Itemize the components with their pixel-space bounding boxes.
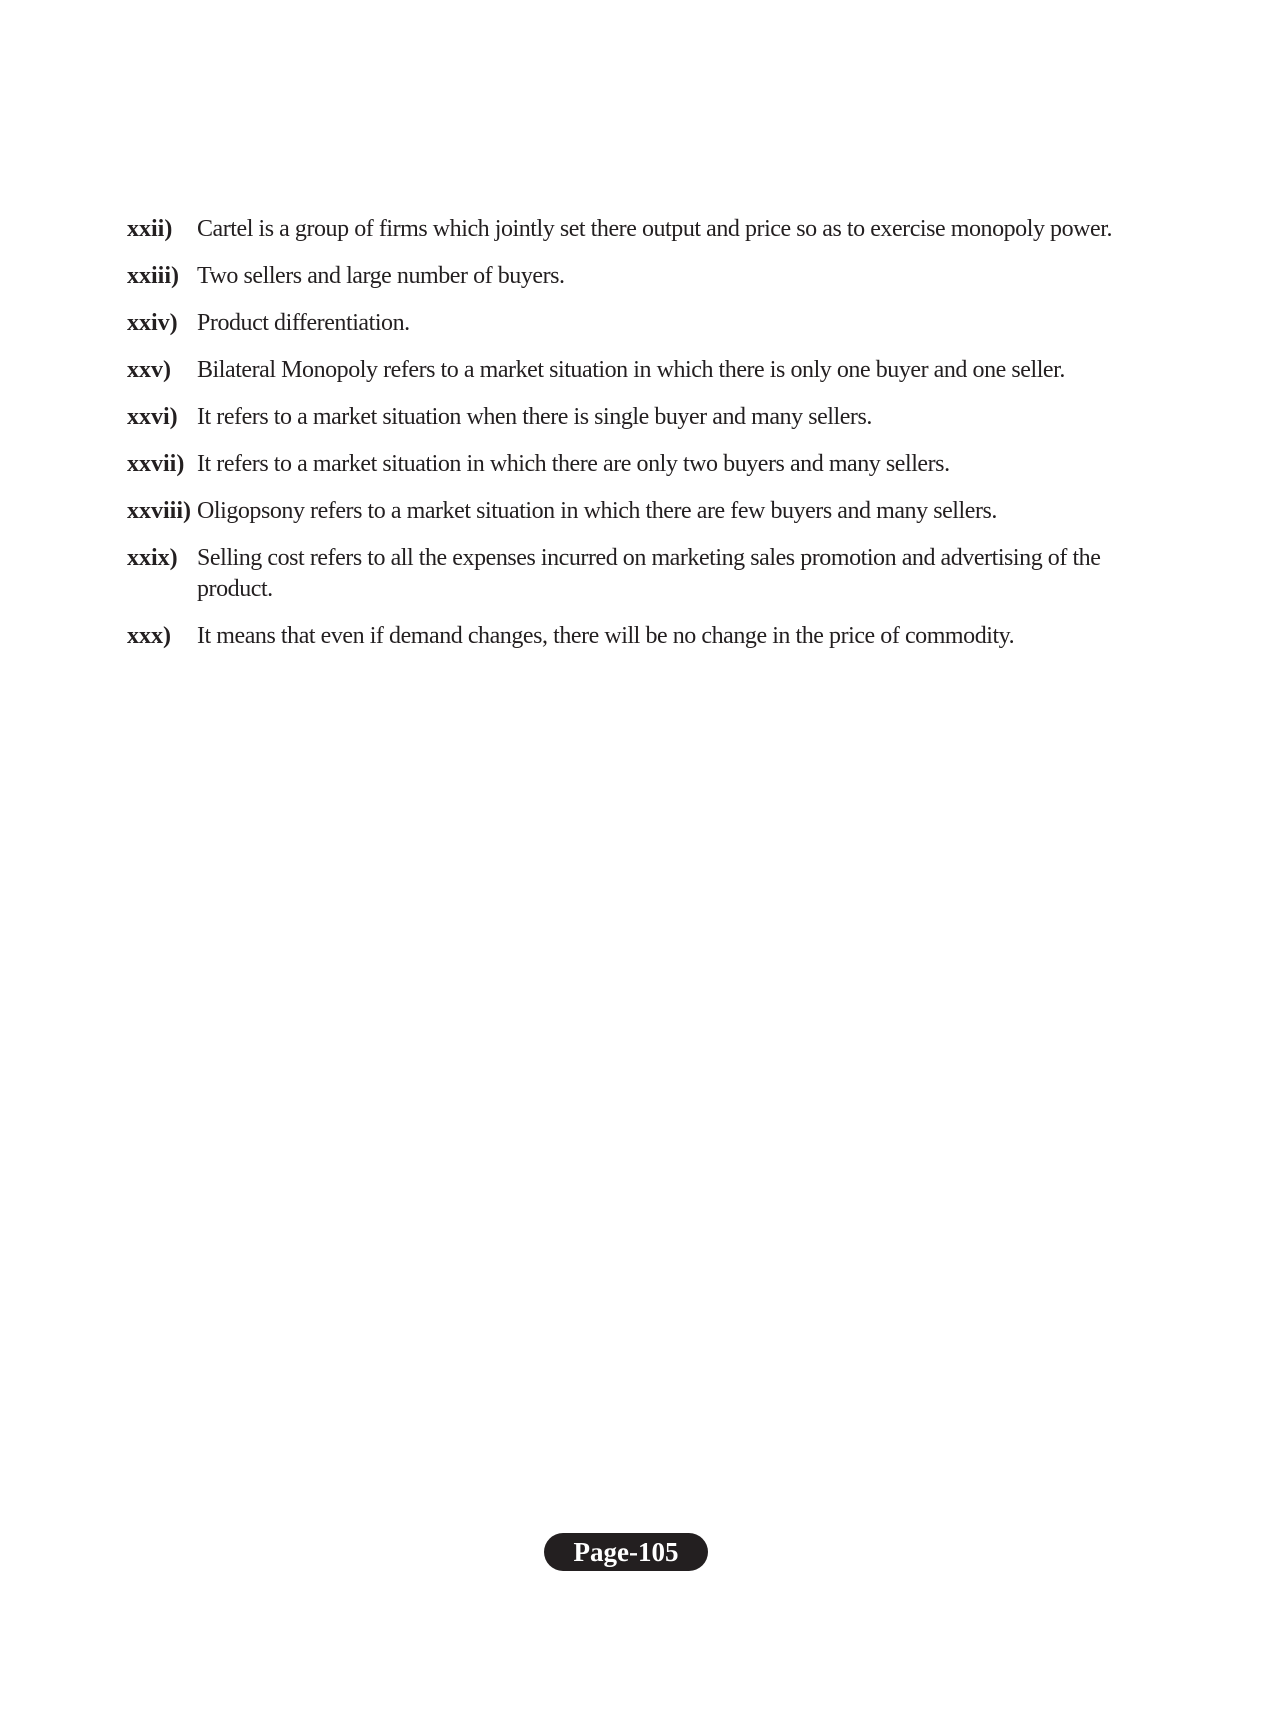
answer-text: Two sellers and large number of buyers. [197, 263, 565, 289]
answer-text: Product differentiation. [197, 310, 410, 336]
answer-number: xxvi) [127, 404, 178, 430]
answer-text: Selling cost refers to all the expenses incurred on marketing sales promotion and advertising of the product. [197, 545, 1101, 602]
answer-item-xxix [127, 543, 1127, 605]
answer-item-xxviii [127, 496, 1127, 527]
answer-number: xxiii) [127, 263, 179, 289]
page-number-badge: Page-105 [544, 1533, 708, 1571]
answer-item-xxx [127, 621, 1127, 652]
answer-number: xxiv) [127, 310, 178, 336]
answer-item-xxiii [127, 261, 1127, 292]
answer-number: xxvii) [127, 451, 185, 477]
answer-text: It refers to a market situation in which there are only two buyers and many sellers. [197, 451, 950, 477]
answer-list [127, 214, 1127, 668]
answer-number: xxix) [127, 545, 178, 571]
answer-number: xxv) [127, 357, 171, 383]
answer-text: Oligopsony refers to a market situation in which there are few buyers and many sellers. [197, 498, 997, 524]
answer-text: Bilateral Monopoly refers to a market situation in which there is only one buyer and one seller. [197, 357, 1065, 383]
answer-number: xxviii) [127, 498, 191, 524]
answer-item-xxii [127, 214, 1127, 245]
answer-item-xxvii [127, 449, 1127, 480]
answer-text: It refers to a market situation when there is single buyer and many sellers. [197, 404, 872, 430]
answer-text: It means that even if demand changes, there will be no change in the price of commodity. [197, 623, 1015, 649]
answer-text: Cartel is a group of firms which jointly set there output and price so as to exercise monopoly power. [197, 216, 1112, 242]
answer-number: xxii) [127, 216, 173, 242]
answer-item-xxv [127, 355, 1127, 386]
answer-number: xxx) [127, 623, 171, 649]
answer-item-xxvi [127, 402, 1127, 433]
answer-item-xxiv [127, 308, 1127, 339]
